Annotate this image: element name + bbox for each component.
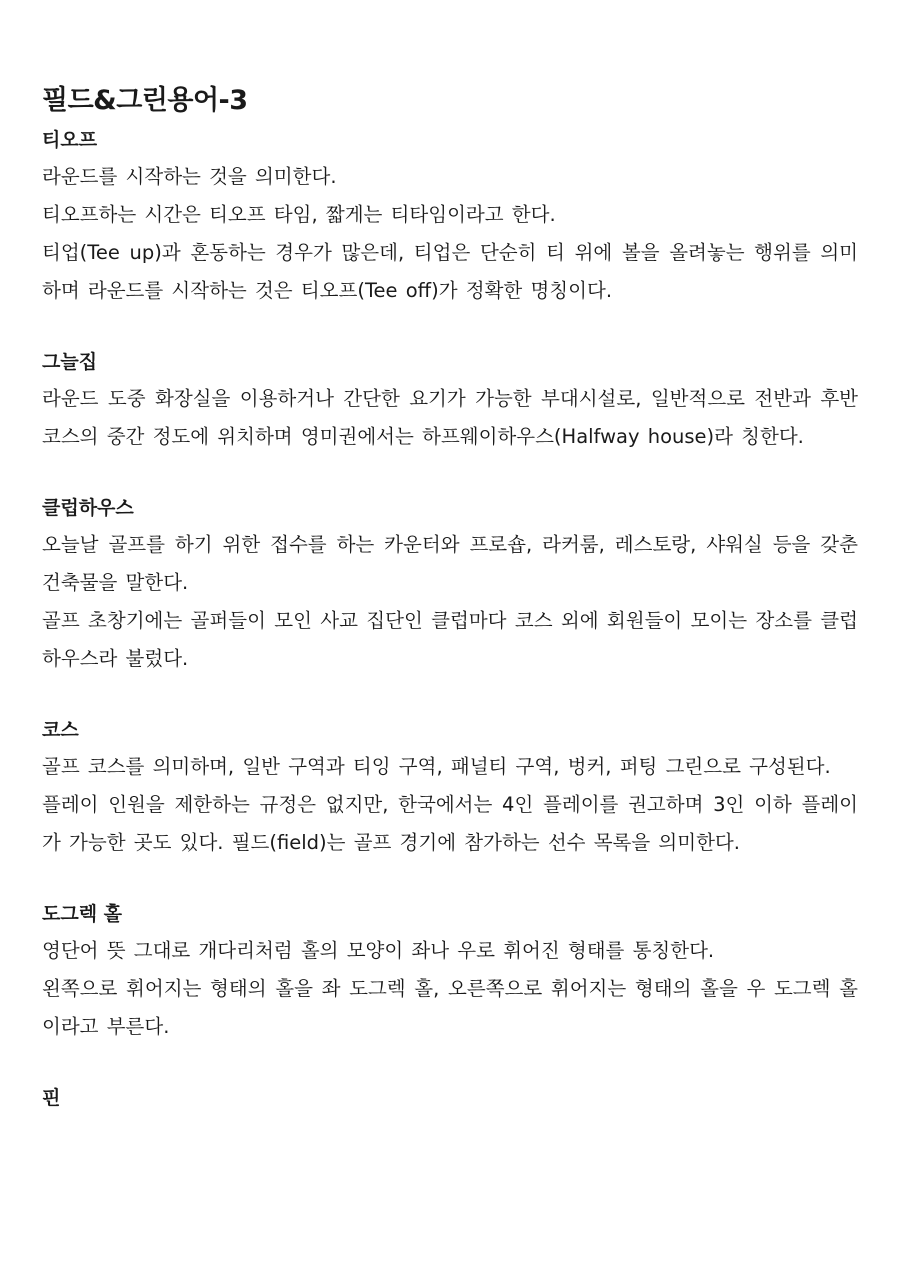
paragraph: 라운드를 시작하는 것을 의미한다. — [42, 165, 337, 188]
section-pin — [42, 1080, 858, 1116]
section-spacer — [42, 310, 858, 344]
document-page — [42, 80, 858, 1116]
section-spacer — [42, 862, 858, 896]
section-shade-house — [42, 344, 858, 456]
paragraph: 왼쪽으로 휘어지는 형태의 홀을 좌 도그렉 홀, 오른쪽으로 휘어지는 형태의 홀을 우 도그렉 홀이라고 부른다. — [42, 977, 858, 1038]
paragraph: 티오프하는 시간은 티오프 타임, 짧게는 티타임이라고 한다. — [42, 203, 556, 226]
section-heading: 핀 — [42, 1087, 61, 1109]
section-spacer — [42, 678, 858, 712]
section-heading: 도그렉 홀 — [42, 903, 123, 925]
page-title: 필드&그린용어-3 — [42, 85, 248, 116]
section-heading: 클럽하우스 — [42, 497, 134, 519]
section-spacer — [42, 1046, 858, 1080]
section-tee-off — [42, 122, 858, 310]
paragraph: 라운드 도중 화장실을 이용하거나 간단한 요기가 가능한 부대시설로, 일반적으로 전반과 후반 코스의 중간 정도에 위치하며 영미권에서는 하프웨이하우스(Halfway house)라 칭한다. — [42, 387, 858, 448]
section-heading: 티오프 — [42, 129, 98, 151]
paragraph: 오늘날 골프를 하기 위한 접수를 하는 카운터와 프로숍, 라커룸, 레스토랑, 샤워실 등을 갖춘 건축물을 말한다. — [42, 533, 858, 594]
section-dogleg-hole — [42, 896, 858, 1046]
paragraph: 티업(Tee up)과 혼동하는 경우가 많은데, 티업은 단순히 티 위에 볼을 올려놓는 행위를 의미하며 라운드를 시작하는 것은 티오프(Tee off)가 정확한 명칭이다. — [42, 241, 858, 302]
paragraph: 골프 초창기에는 골퍼들이 모인 사교 집단인 클럽마다 코스 외에 회원들이 모이는 장소를 클럽하우스라 불렀다. — [42, 609, 858, 670]
paragraph: 골프 코스를 의미하며, 일반 구역과 티잉 구역, 패널티 구역, 벙커, 퍼팅 그린으로 구성된다. — [42, 755, 831, 778]
section-spacer — [42, 456, 858, 490]
section-heading: 코스 — [42, 719, 79, 741]
section-clubhouse — [42, 490, 858, 678]
paragraph: 영단어 뜻 그대로 개다리처럼 홀의 모양이 좌나 우로 휘어진 형태를 통칭한다. — [42, 939, 715, 962]
section-course — [42, 712, 858, 862]
paragraph: 플레이 인원을 제한하는 규정은 없지만, 한국에서는 4인 플레이를 권고하며 3인 이하 플레이가 가능한 곳도 있다. 필드(field)는 골프 경기에 참가하는 선수 목록을 의미한다. — [42, 793, 858, 854]
section-heading: 그늘집 — [42, 351, 98, 373]
